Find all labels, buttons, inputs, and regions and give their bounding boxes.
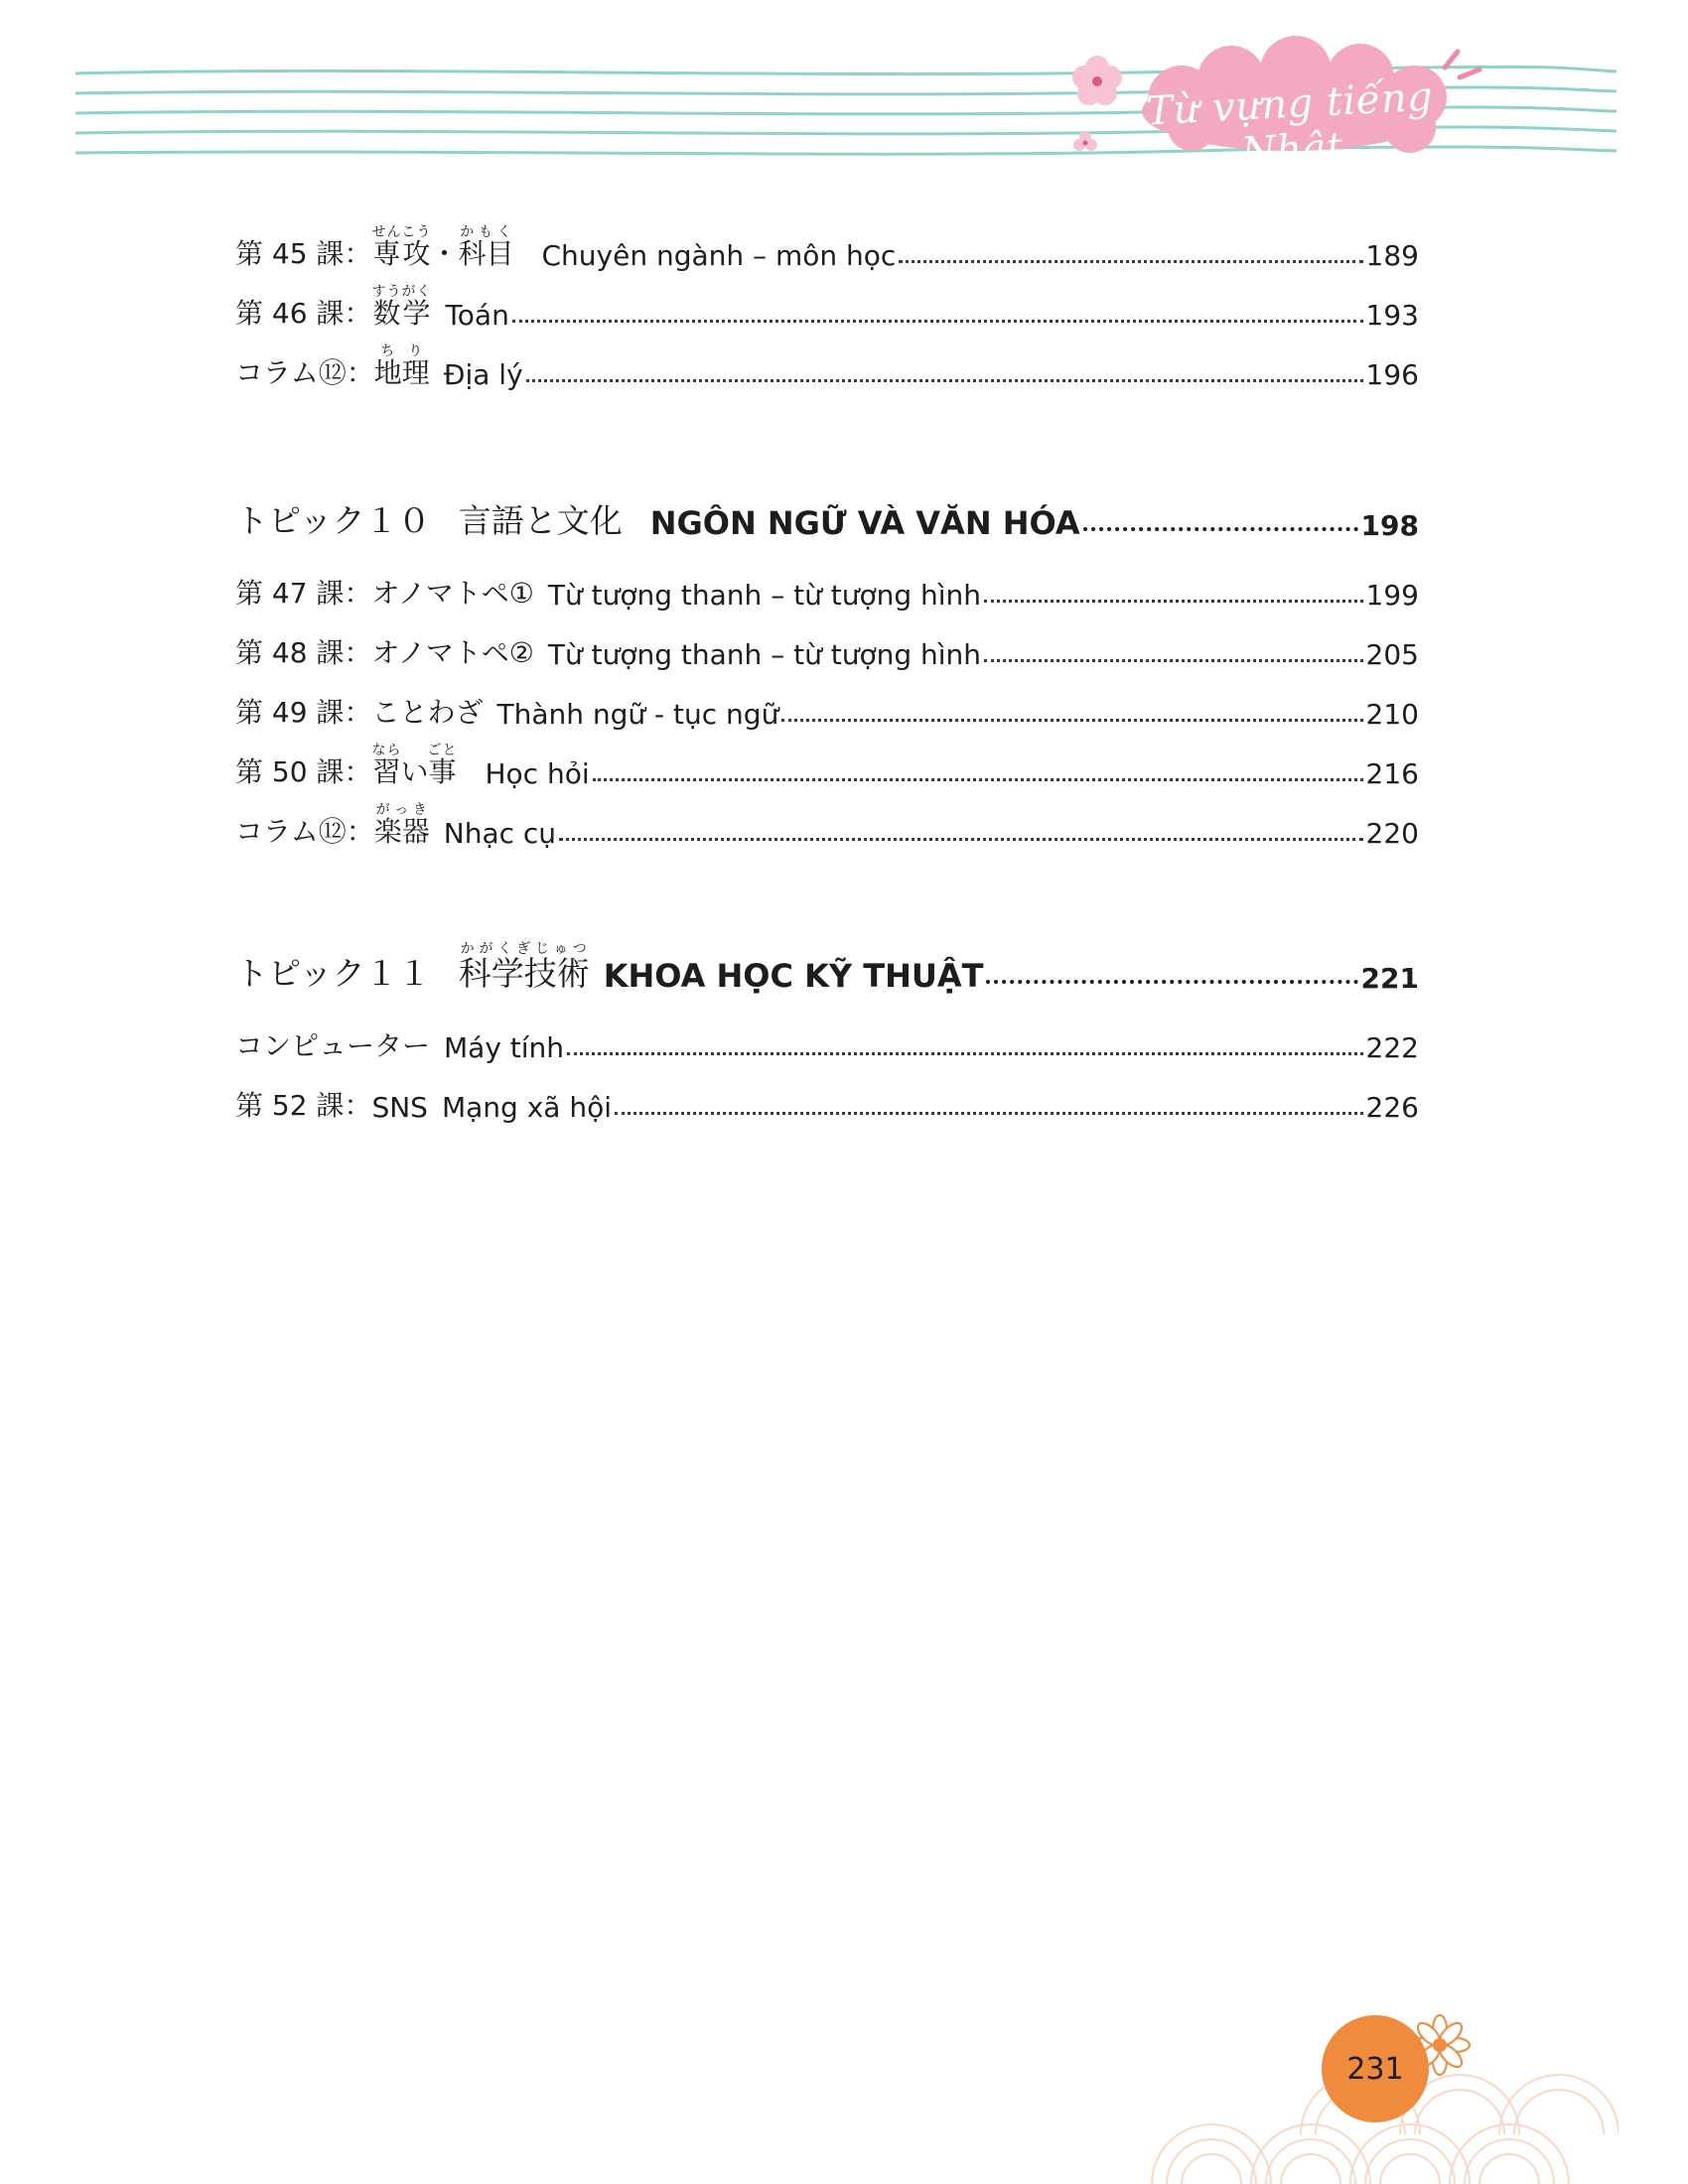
vietnamese-title: Toán: [445, 299, 509, 332]
toc-entry[interactable]: 第 52 課 ： SNS Mạng xã hội 226: [235, 1078, 1419, 1124]
leader-dots: [781, 719, 1362, 722]
leader-dots: [986, 980, 1357, 984]
toc-entry[interactable]: [235, 1019, 1419, 1064]
leader-dots: [593, 778, 1363, 781]
japanese-title: コンピューター: [235, 1029, 431, 1062]
japanese-title: SNS: [371, 1091, 428, 1124]
leader-dots: [559, 838, 1362, 841]
topic-label: トピック１１: [235, 954, 431, 993]
page-ref: 198: [1360, 509, 1419, 542]
column-number: コラム⑫: [235, 815, 347, 848]
leader-dots: [615, 1112, 1363, 1115]
toc-entry[interactable]: 第 50 課 ： 習ならい事ごと Học hỏi 216: [235, 743, 1419, 790]
vietnamese-title: Địa lý: [443, 358, 523, 391]
lesson-number: 第 48 課: [235, 636, 345, 669]
vietnamese-title: Chuyên ngành – môn học: [541, 239, 897, 272]
topic-vietnamese: NGÔN NGỮ VÀ VĂN HÓA: [649, 504, 1080, 542]
vietnamese-title: Nhạc cụ: [443, 817, 557, 850]
page-number-badge: 231: [1322, 2015, 1429, 2122]
lesson-number: 第 52 課: [235, 1089, 345, 1122]
leader-dots: [984, 659, 1363, 662]
leader-dots: [1083, 527, 1358, 531]
toc-entry[interactable]: 第 46 課 ： 数学すうがく Toán 193: [235, 284, 1419, 332]
blossom-icon: [1072, 56, 1122, 105]
toc-entry[interactable]: 第 48 課 ： オノマトペ② Từ tượng thanh – từ tượng hình 205: [235, 625, 1419, 671]
toc-entry[interactable]: コラム⑫ ： 地理ちり Địa lý 196: [235, 343, 1419, 391]
vietnamese-title: Từ tượng thanh – từ tượng hình: [547, 579, 982, 612]
japanese-title: 専攻せんこう・科目かもく: [371, 224, 514, 270]
lesson-number: 第 45 課: [235, 237, 345, 270]
japanese-title: 地理ちり: [373, 343, 430, 389]
vietnamese-title: Mạng xã hội: [441, 1091, 612, 1124]
lesson-number: 第 50 課: [235, 755, 345, 788]
page-ref: 216: [1365, 757, 1419, 790]
japanese-title: オノマトペ②: [371, 636, 534, 669]
vietnamese-title: Học hỏi: [485, 757, 590, 790]
topic-japanese: 科学技術かがくぎじゅつ: [458, 941, 590, 993]
lesson-number: 第 46 課: [235, 297, 345, 330]
vietnamese-title: Thành ngữ - tục ngữ: [496, 698, 779, 731]
topic-heading[interactable]: [235, 486, 1419, 542]
leader-dots: [526, 379, 1363, 382]
header-banner: [0, 0, 1688, 176]
japanese-title: オノマトペ①: [371, 577, 534, 610]
japanese-title: ことわざ: [371, 696, 484, 729]
japanese-title: 習ならい事ごと: [371, 743, 458, 788]
leader-dots: [512, 320, 1363, 323]
page-ref: 221: [1360, 962, 1419, 995]
lesson-number: 第 49 課: [235, 696, 345, 729]
topic-heading[interactable]: [235, 939, 1419, 995]
japanese-title: 楽器がっき: [373, 802, 430, 848]
page-ref: 199: [1365, 579, 1419, 612]
leader-dots: [899, 260, 1362, 263]
page-ref: 196: [1365, 358, 1419, 391]
leader-dots: [984, 600, 1363, 603]
leader-dots: [567, 1052, 1362, 1055]
topic-label: トピック１０: [235, 501, 431, 540]
page-ref: 220: [1365, 817, 1419, 850]
page-ref: 226: [1365, 1091, 1419, 1124]
page-ref: 205: [1365, 638, 1419, 671]
page-ref: 189: [1365, 239, 1419, 272]
toc-entry[interactable]: コラム⑫ ： 楽器がっき Nhạc cụ 220: [235, 802, 1419, 850]
vietnamese-title: Máy tính: [444, 1031, 565, 1064]
topic-vietnamese: KHOA HỌC KỸ THUẬT: [603, 957, 984, 995]
page-ref: 222: [1365, 1031, 1419, 1064]
page-ref: 210: [1365, 698, 1419, 731]
toc-entry[interactable]: 第 45 課 ： 専攻せんこう・科目かもく Chuyên ngành – môn học 189: [235, 224, 1419, 272]
column-number: コラム⑫: [235, 356, 347, 389]
splash-marks: [1445, 52, 1479, 77]
toc-entry[interactable]: 第 47 課 ： オノマトペ① Từ tượng thanh – từ tượng hình 199: [235, 566, 1419, 612]
lesson-number: 第 47 課: [235, 577, 345, 610]
brand-title: Từ vựng tiếng Nhật: [1145, 73, 1435, 176]
page-ref: 193: [1365, 299, 1419, 332]
japanese-title: 数学すうがく: [371, 284, 432, 330]
vietnamese-title: Từ tượng thanh – từ tượng hình: [547, 638, 982, 671]
toc-entry[interactable]: 第 49 課 ： ことわざ Thành ngữ - tục ngữ 210: [235, 685, 1419, 731]
topic-japanese: 言語と文化: [458, 501, 623, 540]
